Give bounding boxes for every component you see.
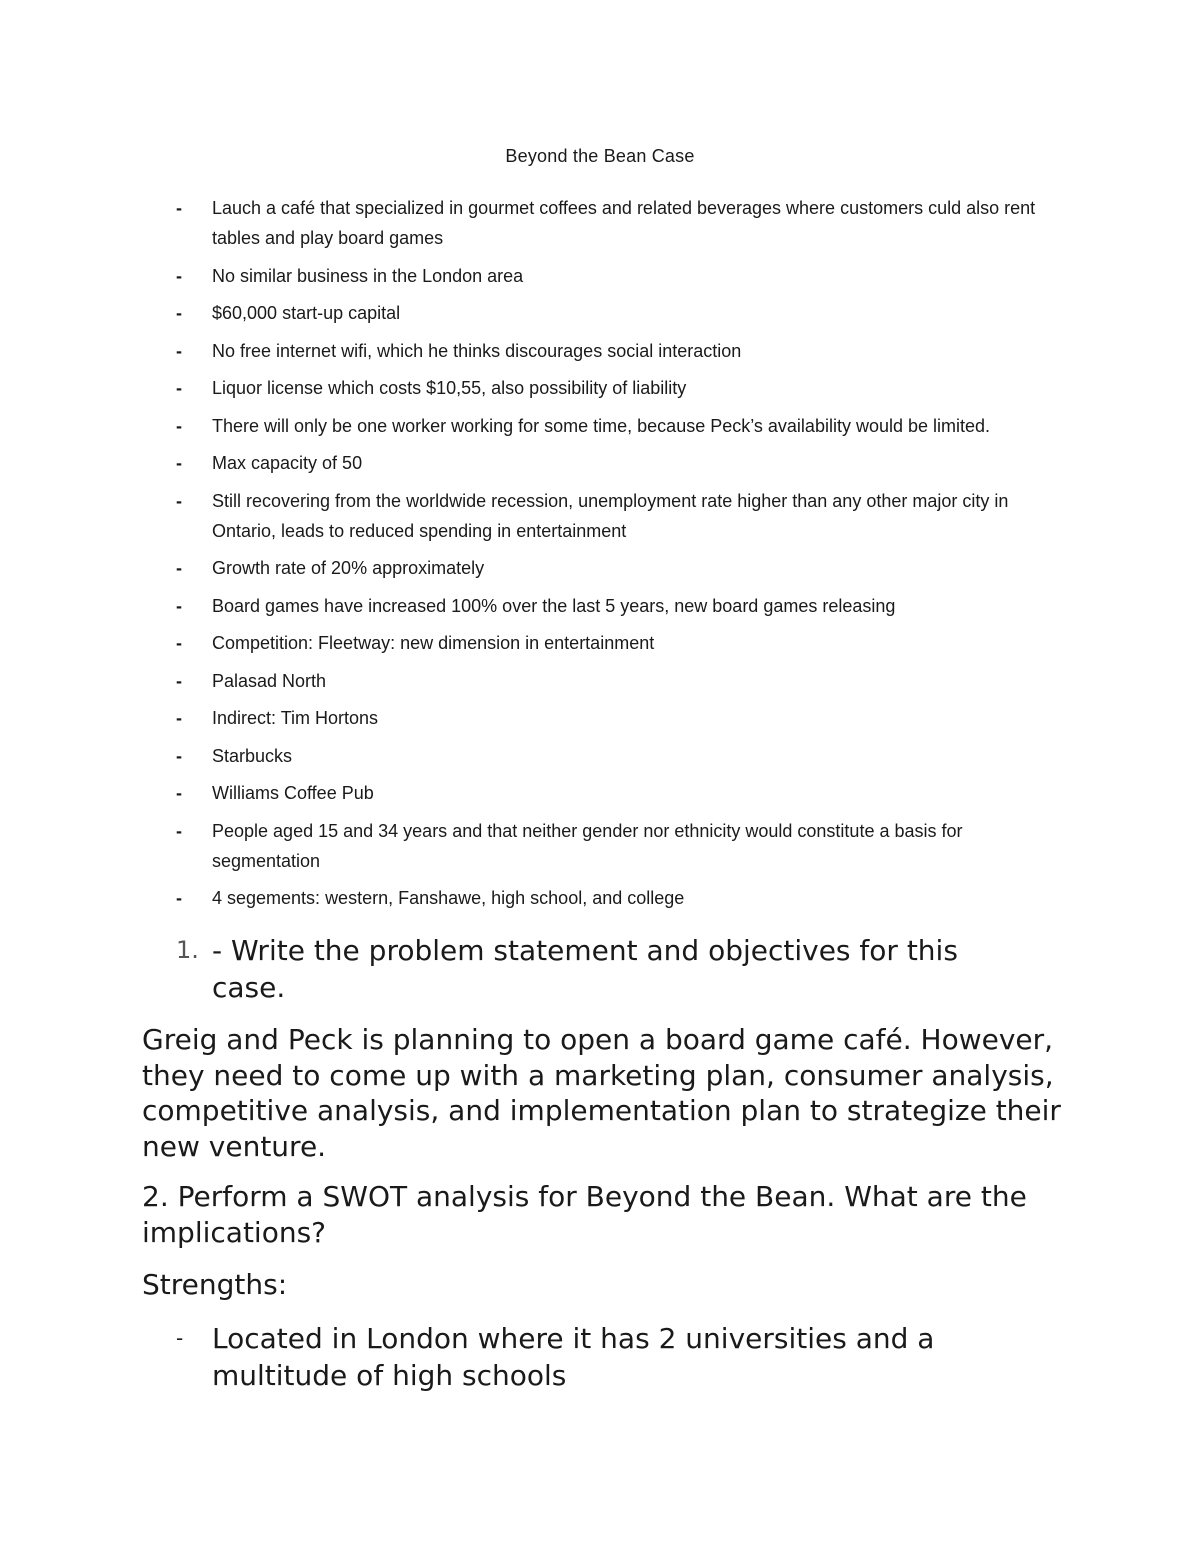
list-item bbox=[0, 816, 1200, 876]
list-item bbox=[0, 741, 1200, 771]
document-title: Beyond the Bean Case bbox=[505, 146, 695, 166]
bullet-dash: - bbox=[176, 558, 182, 578]
list-item bbox=[0, 448, 1200, 478]
note-text: Indirect: Tim Hortons bbox=[212, 708, 379, 728]
list-item bbox=[0, 628, 1200, 658]
list-item bbox=[0, 336, 1200, 366]
list-item bbox=[0, 193, 1200, 253]
question-1 bbox=[0, 932, 1200, 1006]
note-text: Palasad North bbox=[212, 670, 327, 691]
bullet-dash: - bbox=[176, 595, 182, 616]
question-text: - Write the problem statement and objectives for this case. bbox=[212, 934, 958, 1004]
bullet-dash: - bbox=[176, 820, 182, 841]
strengths-heading: Strengths: bbox=[142, 1268, 288, 1301]
bullet-dash: - bbox=[176, 265, 182, 286]
note-text: Liquor license which costs $10,55, also possibility of liability bbox=[212, 378, 687, 398]
bullet-dash: - bbox=[176, 745, 182, 766]
bullet-dash: - bbox=[176, 888, 182, 908]
list-item bbox=[0, 883, 1200, 913]
question-number: 1. bbox=[176, 936, 199, 964]
list-item bbox=[0, 703, 1200, 733]
bullet-dash: - bbox=[176, 453, 182, 473]
note-text: Max capacity of 50 bbox=[212, 453, 363, 473]
bullet-dash: - bbox=[176, 198, 182, 218]
note-text: $60,000 start-up capital bbox=[212, 303, 401, 323]
bullet-dash: - bbox=[176, 490, 182, 511]
list-item bbox=[0, 298, 1200, 328]
note-text: Starbucks bbox=[212, 745, 293, 766]
note-text: No free internet wifi, which he thinks discourages social interaction bbox=[212, 340, 742, 361]
note-text: 4 segements: western, Fanshawe, high school, and college bbox=[212, 888, 685, 908]
note-text: Competition: Fleetway: new dimension in entertainment bbox=[212, 633, 655, 653]
list-item bbox=[0, 486, 1200, 546]
note-text: No similar business in the London area bbox=[212, 265, 524, 286]
strengths-list bbox=[0, 1320, 1200, 1394]
list-item bbox=[0, 1320, 1200, 1394]
note-text: Board games have increased 100% over the last 5 years, new board games releasing bbox=[212, 595, 896, 616]
strength-text: Located in London where it has 2 universities and a multitude of high schools bbox=[212, 1322, 935, 1392]
bullet-dash: - bbox=[176, 708, 182, 728]
list-item bbox=[0, 373, 1200, 403]
note-text: Lauch a café that specialized in gourmet coffees and related beverages where customers culd also rent tables and play board games bbox=[212, 198, 1036, 248]
bullet-dash: - bbox=[176, 783, 182, 803]
note-text: There will only be one worker working for some time, because Peck’s availability would be limited. bbox=[212, 415, 991, 436]
case-notes-list bbox=[0, 193, 1200, 921]
note-text: People aged 15 and 34 years and that neither gender nor ethnicity would constitute a basis for segmentation bbox=[212, 820, 963, 871]
bullet-dash: - bbox=[176, 340, 182, 361]
bullet-dash: - bbox=[176, 303, 182, 323]
note-text: Williams Coffee Pub bbox=[212, 783, 374, 803]
note-text: Growth rate of 20% approximately bbox=[212, 558, 485, 578]
bullet-dash: - bbox=[176, 670, 182, 691]
bullet-dash: - bbox=[176, 415, 182, 436]
list-item bbox=[0, 411, 1200, 441]
problem-statement-answer: Greig and Peck is planning to open a board game café. However, they need to come up with a marketing plan, consumer analysis, competitive analysis, and implementation plan to strategize their new venture. bbox=[142, 1023, 1061, 1163]
list-item bbox=[0, 553, 1200, 583]
list-item bbox=[0, 261, 1200, 291]
bullet-dash: - bbox=[176, 633, 182, 653]
note-text: Still recovering from the worldwide recession, unemployment rate higher than any other major city in Ontario, leads to reduced spending in entertainment bbox=[212, 490, 1009, 541]
bullet-dash: - bbox=[176, 1326, 184, 1350]
list-item bbox=[0, 591, 1200, 621]
bullet-dash: - bbox=[176, 378, 182, 398]
list-item bbox=[0, 778, 1200, 808]
question-2: 2. Perform a SWOT analysis for Beyond the Bean. What are the implications? bbox=[142, 1180, 1027, 1249]
list-item bbox=[0, 666, 1200, 696]
